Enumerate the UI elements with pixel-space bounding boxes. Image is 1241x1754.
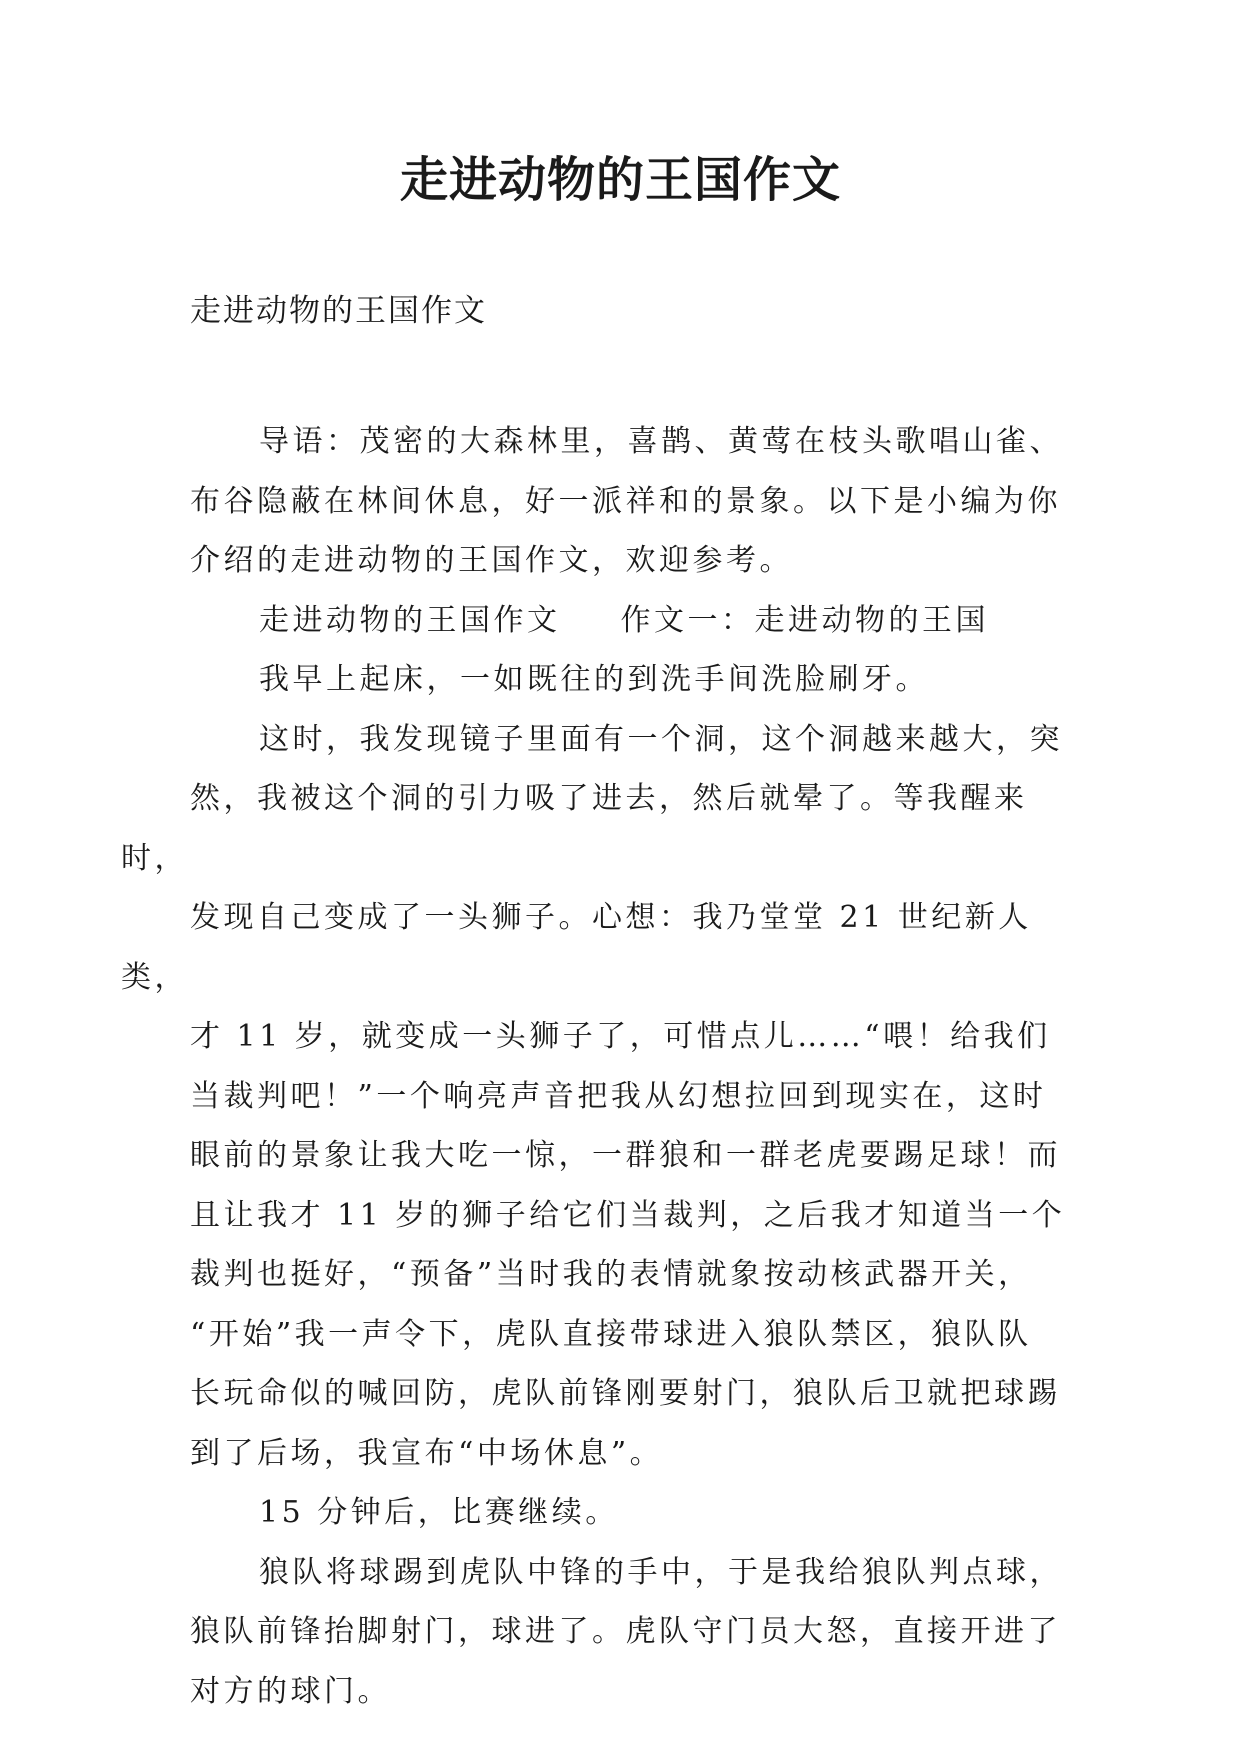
text-line: 15 分钟后，比赛继续。 (259, 1495, 619, 1530)
text-line: 我早上起床，一如既往的到洗手间洗脸刷牙。 (259, 662, 929, 697)
text-line: “开始”我一声令下，虎队直接带球进入狼队禁区，狼队队 (190, 1316, 1032, 1352)
text-line: 当裁判吧！”一个响亮声音把我从幻想拉回到现实在，这时 (190, 1078, 1047, 1114)
paragraph-intro (190, 412, 1070, 591)
text-line: 狼队前锋抬脚射门，球进了。虎队守门员大怒，直接开进了 (190, 1614, 1061, 1649)
text-line: 才 11 岁，就变成一头狮子了，可惜点儿……“喂！给我们 (190, 1019, 1051, 1054)
paragraph-section-heading (190, 591, 1070, 651)
text-line: 长玩命似的喊回防，虎队前锋刚要射门，狼队后卫就把球踢 (190, 1376, 1061, 1411)
text-line: 眼前的景象让我大吃一惊，一群狼和一群老虎要踢足球！而 (190, 1138, 1061, 1173)
text-line: 且让我才 11 岁的狮子给它们当裁判，之后我才知道当一个 (190, 1197, 1066, 1233)
text-line: 发现自己变成了一头狮子。心想：我乃堂堂 21 世纪新人类， (121, 900, 1032, 995)
text-line: 狼队将球踢到虎队中锋的手中，于是我给狼队判点球， (259, 1554, 1063, 1590)
text-line: 介绍的走进动物的王国作文，欢迎参考。 (190, 543, 793, 578)
text-line: 到了后场，我宣布“中场休息”。 (190, 1435, 664, 1471)
document-body (121, 412, 1070, 1721)
text-line: 裁判也挺好，“预备”当时我的表情就象按动核武器开关， (190, 1257, 1032, 1292)
paragraph (121, 710, 1070, 1484)
text-line: 布谷隐蔽在林间休息，好一派祥和的景象。以下是小编为你 (190, 483, 1061, 519)
text-line: 然，我被这个洞的引力吸了进去，然后就晕了。等我醒来时， (121, 781, 1028, 876)
section-heading-left: 走进动物的王国作文 (259, 602, 561, 638)
paragraph (190, 1483, 1070, 1543)
document-subtitle: 走进动物的王国作文 (190, 293, 487, 329)
paragraph (190, 1543, 1070, 1722)
section-heading-right: 作文一：走进动物的王国 (620, 602, 989, 638)
document-title: 走进动物的王国作文 (399, 152, 841, 208)
text-line: 这时，我发现镜子里面有一个洞，这个洞越来越大，突 (259, 721, 1063, 757)
text-line: 对方的球门。 (190, 1673, 391, 1709)
paragraph (190, 650, 1070, 710)
text-line: 导语：茂密的大森林里，喜鹊、黄莺在枝头歌唱山雀、 (259, 424, 1063, 459)
